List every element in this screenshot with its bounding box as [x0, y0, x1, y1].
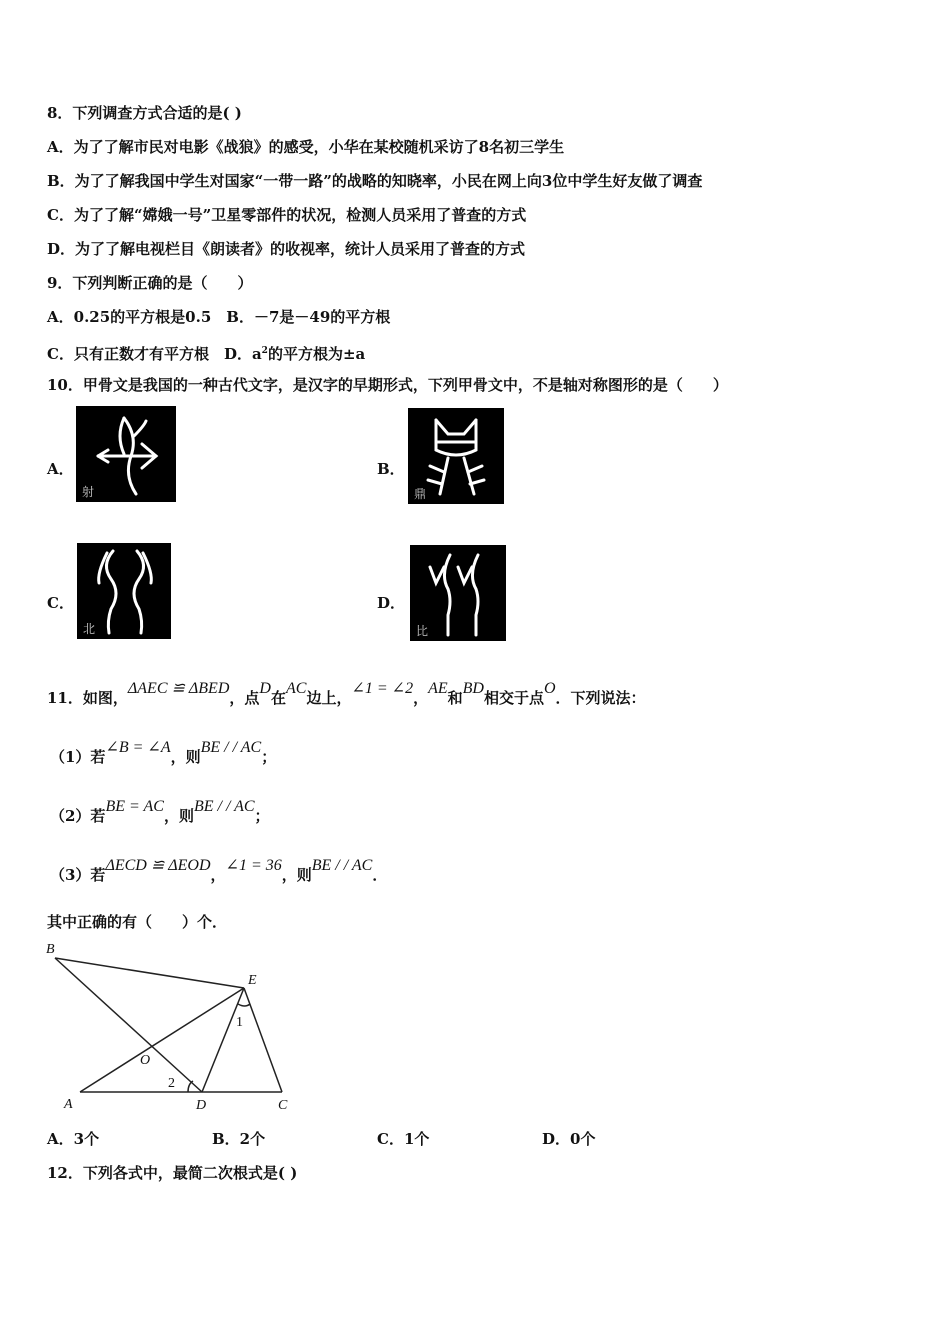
q11-statement-1: （1）若∠B = ∠A，则BE / / AC；	[50, 739, 277, 766]
q11-statement-2: （2）若BE = AC，则BE / / AC；	[50, 798, 270, 825]
q10-option-c-label: C．	[47, 594, 74, 612]
q11-choice-d: D．0个	[542, 1130, 596, 1148]
q10-option-a-label: A．	[47, 460, 74, 478]
q12-stem: 12．下列各式中，最简二次根式是( )	[47, 1164, 298, 1182]
geometry-figure	[40, 938, 310, 1118]
congruence-expr: ΔAEC ≌ ΔBED	[127, 680, 230, 697]
q11-stem: 11．如图，ΔAEC ≌ ΔBED，点D在AC边上，∠1 = ∠2，AE和BD相交于点O．下列说法：	[47, 680, 646, 707]
q11-choice-c: C．1个	[377, 1130, 430, 1148]
q11-statement-3: （3）若ΔECD ≌ ΔEOD，∠1 = 36，则BE / / AC．	[50, 857, 388, 884]
q8-option-a: A．为了了解市民对电影《战狼》的感受，小华在某校随机采访了8名初三学生	[47, 138, 565, 156]
point-e-label: E	[248, 973, 257, 988]
q9-stem: 9．下列判断正确的是（ ）	[47, 274, 253, 292]
q8-option-c: C．为了了解“嫦娥一号”卫星零部件的状况，检测人员采用了普查的方式	[47, 206, 527, 224]
point-b-label: B	[46, 942, 55, 957]
q8-stem: 8．下列调查方式合适的是( )	[47, 104, 242, 122]
char-label: 射	[82, 485, 95, 499]
angle-2-label: 2	[168, 1076, 175, 1091]
q9-options-cd: C．只有正数才有平方根 D．$a^2$的平方根为±a	[47, 345, 366, 363]
point-d-label: D	[196, 1098, 207, 1113]
angle-1-label: 1	[236, 1015, 243, 1030]
q11-question: 其中正确的有（ ）个．	[47, 913, 228, 931]
q9-options-ab: A．0.25的平方根是0.5 B．－7是－49的平方根	[47, 308, 391, 326]
oracle-ding-image	[408, 408, 504, 504]
q11-choice-b: B．2个	[212, 1130, 266, 1148]
point-a-label: A	[64, 1097, 73, 1112]
q10-stem: 10．甲骨文是我国的一种古代文字，是汉字的早期形式，下列甲骨文中，不是轴对称图形的是（ ）	[47, 376, 728, 394]
char-label: 比	[416, 624, 429, 638]
char-label: 鼎	[414, 487, 427, 501]
q10-option-b-label: B．	[377, 460, 405, 478]
segment-ed	[202, 988, 244, 1092]
q8-option-d: D．为了了解电视栏目《朗读者》的收视率，统计人员采用了普查的方式	[47, 240, 526, 258]
oracle-bei-image	[77, 543, 171, 639]
point-c-label: C	[278, 1098, 288, 1113]
q10-option-d-label: D．	[377, 594, 406, 612]
oracle-bi-image	[410, 545, 506, 641]
point-o-label: O	[140, 1053, 151, 1068]
q8-option-b: B．为了了解我国中学生对国家“一带一路”的战略的知晓率，小民在网上向3位中学生好友做了调查	[47, 172, 703, 190]
angle-1-arc	[238, 1004, 250, 1006]
q11-choice-a: A．3个	[47, 1130, 100, 1148]
char-label: 北	[83, 622, 96, 636]
oracle-she-image	[76, 406, 176, 502]
segment-ec	[244, 988, 282, 1092]
